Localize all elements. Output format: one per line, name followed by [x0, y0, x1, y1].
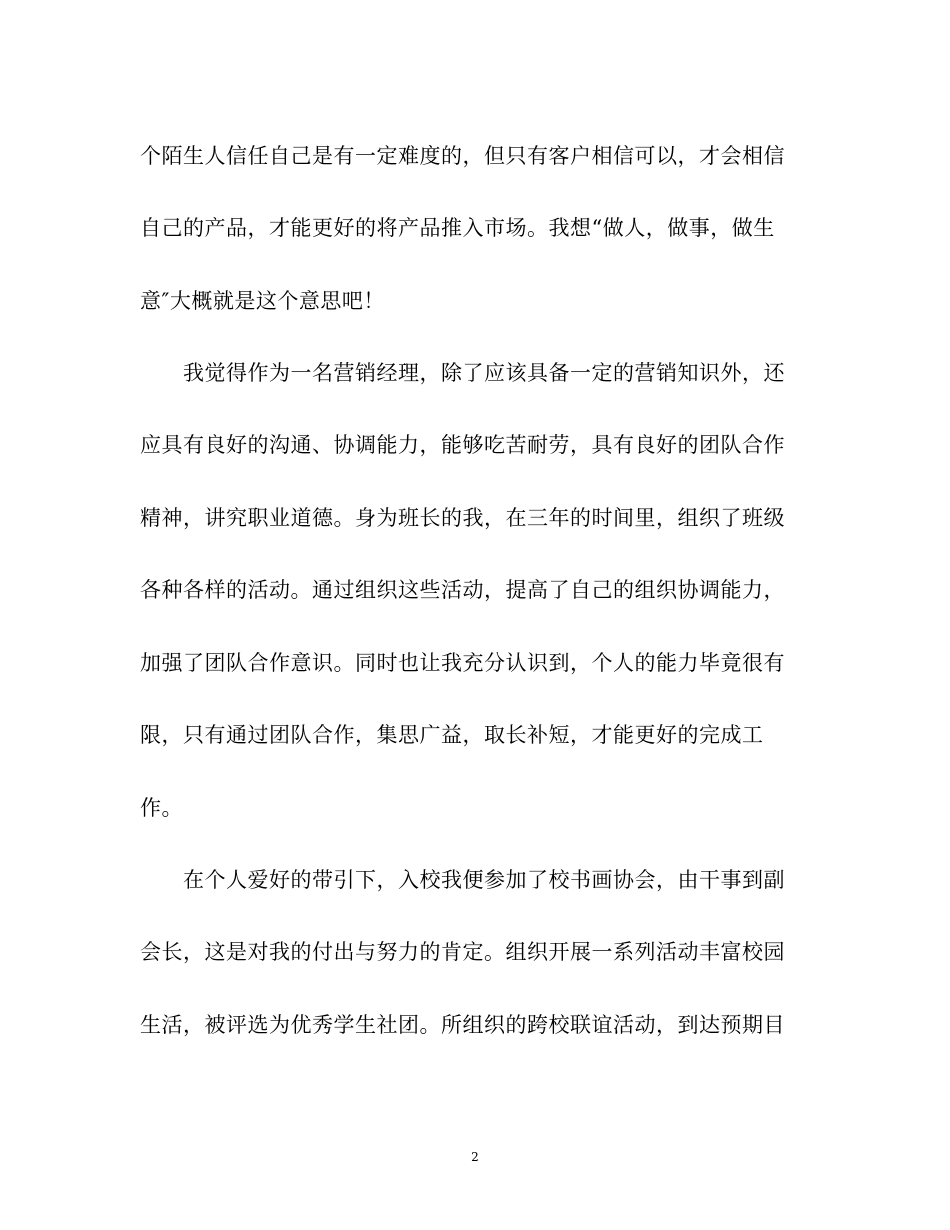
text-line: 在个人爱好的带引下，入校我便参加了校书画协会，由干事到副: [140, 868, 785, 892]
text-line: 各种各样的活动。通过组织这些活动，提高了自己的组织协调能力，: [140, 578, 785, 602]
text-line: 个陌生人信任自己是有一定难度的，但只有客户相信可以，才会相信: [140, 144, 785, 168]
text-line: 会长，这是对我的付出与努力的肯定。组织开展一系列活动丰富校园: [140, 940, 785, 964]
text-line: 精神，讲究职业道德。身为班长的我，在三年的时间里，组织了班级: [140, 506, 785, 530]
text-line: 意″大概就是这个意思吧！: [140, 289, 385, 313]
page-number: 2: [471, 1150, 479, 1164]
text-line: 应具有良好的沟通、协调能力，能够吃苦耐劳，具有良好的团队合作: [140, 433, 785, 457]
text-line: 作。: [140, 796, 183, 820]
text-line: 自己的产品，才能更好的将产品推入市场。我想“做人，做事，做生: [140, 216, 775, 240]
text-line: 加强了团队合作意识。同时也让我充分认识到，个人的能力毕竟很有: [140, 651, 785, 675]
text-line: 限，只有通过团队合作，集思广益，取长补短，才能更好的完成工: [140, 723, 764, 747]
text-line: 生活，被评选为优秀学生社团。所组织的跨校联谊活动，到达预期目: [140, 1013, 785, 1037]
text-line: 我觉得作为一名营销经理，除了应该具备一定的营销知识外，还: [140, 361, 785, 385]
